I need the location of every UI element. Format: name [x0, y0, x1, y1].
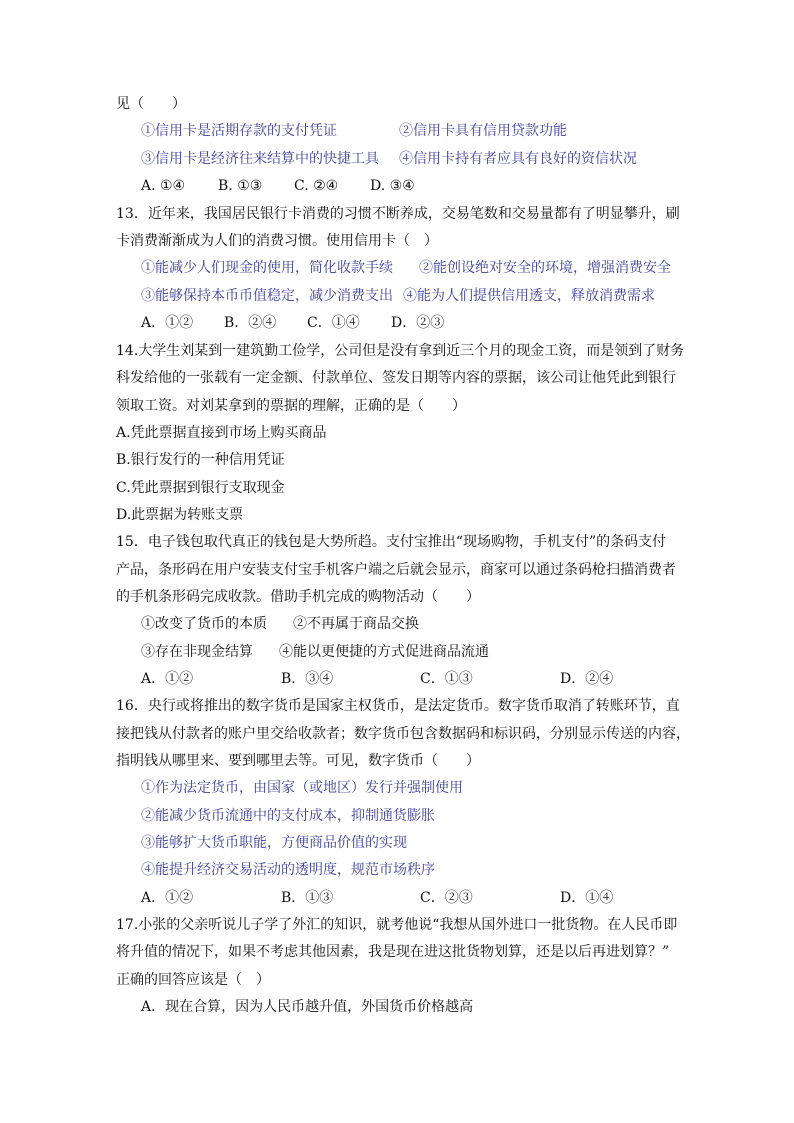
q16-option-1: ①作为法定货币，由国家（或地区）发行并强制使用	[141, 780, 463, 796]
q13-option-4: ④能为人们提供信用透支，释放消费需求	[403, 288, 655, 304]
q12-answer-c: C. ②④	[294, 178, 339, 194]
q14-choice-c: C.凭此票据到银行支取现金	[116, 480, 285, 496]
q13-option-2: ②能创设绝对安全的环境，增强消费安全	[419, 260, 671, 276]
q12-answer-d: D. ③④	[370, 178, 415, 194]
q17-choice-a: A．现在合算，因为人民币越升值，外国货币价格越高	[141, 999, 474, 1015]
q15-option-1: ①改变了货币的本质	[141, 616, 267, 632]
q14-choice-d: D.此票据为转账支票	[116, 507, 244, 523]
q16-answer-a: A．①②	[141, 890, 194, 906]
q17-stem-line-3: 正确的回答应该是（ ）	[116, 972, 270, 988]
q16-option-2: ②能减少货币流通中的支付成本，抑制通货膨胀	[141, 808, 435, 824]
q16-option-3: ③能够扩大货币职能，方便商品价值的实现	[141, 835, 407, 851]
q14-choice-a: A.凭此票据直接到市场上购买商品	[116, 425, 327, 441]
q12-option-2: ②信用卡具有信用贷款功能	[399, 123, 567, 139]
q14-stem-line-3: 领取工资。对刘某拿到的票据的理解，正确的是（ ）	[116, 398, 466, 414]
q14-choice-b: B.银行发行的一种信用凭证	[116, 452, 285, 468]
q15-answer-a: A．①②	[141, 671, 194, 687]
q15-stem-line-3: 的手机条形码完成收款。借助手机完成的购物活动（ ）	[116, 589, 480, 605]
q15-option-4: ④能以更便捷的方式促进商品流通	[279, 644, 489, 660]
q16-answer-d: D．①④	[560, 890, 614, 906]
q15-answer-c: C．①③	[420, 671, 473, 687]
q17-stem-line-1: 17.小张的父亲听说儿子学了外汇的知识，就考他说“我想从国外进口一批货物。在人民币即	[116, 917, 678, 933]
q12-answer-b: B. ①③	[218, 178, 263, 194]
q13-option-3: ③能够保持本币币值稳定，减少消费支出	[141, 288, 393, 304]
q13-option-1: ①能减少人们现金的使用，简化收款手续	[141, 260, 393, 276]
q17-stem-line-2: 将升值的情况下，如果不考虑其他因素，我是现在进这批货物划算，还是以后再进划算？”	[116, 944, 670, 960]
q15-answer-d: D．②④	[560, 671, 614, 687]
q13-answer-b: B．②④	[224, 315, 277, 331]
q15-option-2: ②不再属于商品交换	[293, 616, 419, 632]
q15-answer-b: B．③④	[281, 671, 334, 687]
q15-stem-line-1: 15．电子钱包取代真正的钱包是大势所趋。支付宝推出“现场购物，手机支付”的条码支付	[116, 534, 667, 550]
q14-stem-line-1: 14.大学生刘某到一建筑勤工俭学，公司但是没有拿到近三个月的现金工资，而是领到了财务	[116, 343, 685, 359]
q16-answer-c: C．②③	[420, 890, 473, 906]
q16-answer-b: B．①③	[281, 890, 334, 906]
q16-stem-line-3: 指明钱从哪里来、要到哪里去等。可见，数字货币（ ）	[116, 753, 480, 769]
q13-answer-d: D．②③	[391, 315, 445, 331]
q12-stem-tail: 见（ ）	[116, 96, 186, 112]
q16-option-4: ④能提升经济交易活动的透明度，规范市场秩序	[141, 862, 435, 878]
q15-stem-line-2: 产品，条形码在用户安装支付宝手机客户端之后就会显示，商家可以通过条码枪扫描消费者	[116, 562, 676, 578]
q12-answer-a: A. ①④	[141, 178, 186, 194]
q13-stem-line-2: 卡消费渐渐成为人们的消费习惯。使用信用卡（ ）	[116, 233, 438, 249]
q14-stem-line-2: 科发给他的一张载有一定金额、付款单位、签发日期等内容的票据，该公司让他凭此到银行	[116, 370, 676, 386]
q13-answer-c: C．①④	[307, 315, 360, 331]
q12-option-3: ③信用卡是经济往来结算中的快捷工具	[141, 151, 379, 167]
q12-option-4: ④信用卡持有者应具有良好的资信状况	[399, 151, 637, 167]
q16-stem-line-2: 接把钱从付款者的账户里交给收款者；数字货币包含数据码和标识码，分别显示传送的内容，	[116, 726, 690, 742]
q12-option-1: ①信用卡是活期存款的支付凭证	[141, 123, 337, 139]
q15-option-3: ③存在非现金结算	[141, 644, 253, 660]
q13-answer-a: A．①②	[141, 315, 194, 331]
q13-stem-line-1: 13．近年来，我国居民银行卡消费的习惯不断养成，交易笔数和交易量都有了明显攀升，刷	[116, 206, 680, 222]
q16-stem-line-1: 16．央行或将推出的数字货币是国家主权货币，是法定货币。数字货币取消了转账环节，直	[116, 698, 680, 714]
